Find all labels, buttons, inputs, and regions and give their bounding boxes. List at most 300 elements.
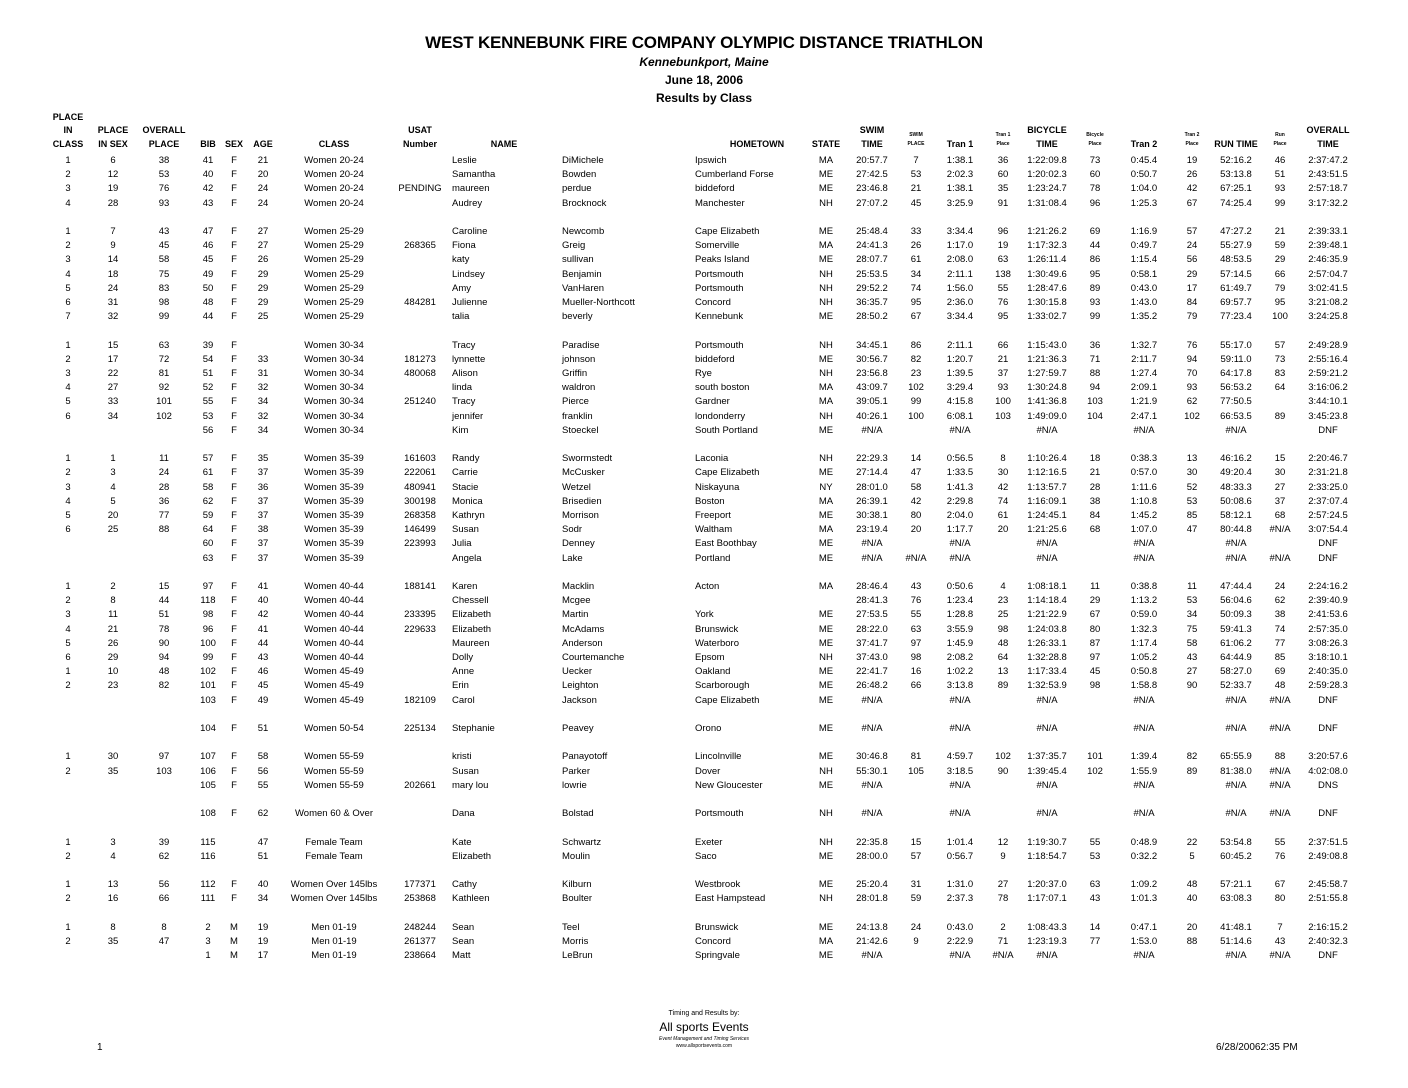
cell-overall-time: 2:46:35.9: [1308, 254, 1348, 266]
cell-tran2-place: 20: [1186, 921, 1198, 933]
cell-place-in-class: 6: [65, 297, 71, 308]
table-row: [0, 452, 1408, 465]
cell-overall-time: 2:37:07.4: [1308, 495, 1348, 507]
cell-class: Women 30-34: [304, 382, 364, 394]
cell-usat: 484281: [404, 297, 436, 308]
header-class: CLASS: [318, 139, 350, 149]
cell-tran2-place: 75: [1186, 623, 1198, 635]
cell-bicycle-time: 1:21:25.6: [1027, 524, 1067, 536]
cell-hometown: londonderry: [695, 410, 746, 422]
cell-bicycle-time: 1:32:53.9: [1027, 680, 1067, 692]
cell-overall-place: 39: [158, 836, 170, 848]
cell-tran2: 0:50.7: [1130, 169, 1158, 181]
cell-swim-time: 36:35.7: [856, 297, 888, 308]
cell-last-name: Macklin: [562, 581, 595, 592]
footer-brand-logo: All sports Events: [659, 1020, 749, 1034]
cell-tran1-place: 64: [997, 652, 1009, 663]
cell-bicycle-time: 1:39:45.4: [1027, 765, 1067, 777]
cell-age: 21: [257, 155, 269, 166]
cell-sex: F: [231, 779, 237, 791]
cell-bib: 49: [202, 268, 214, 280]
cell-usat: 223993: [404, 538, 436, 550]
header-bicycle-time-1: BICYCLE: [1027, 125, 1067, 135]
cell-tran2-place: 53: [1186, 595, 1198, 607]
cell-run-place: 77: [1274, 637, 1286, 649]
cell-hometown: Kennebunk: [695, 311, 744, 323]
cell-run-time: 50:09.3: [1220, 609, 1252, 621]
table-row: [0, 637, 1408, 650]
cell-swim-place: 66: [910, 680, 922, 692]
cell-bicycle-place: 71: [1089, 353, 1101, 365]
cell-tran2: 1:55.9: [1130, 765, 1158, 777]
cell-tran2: 1:16.9: [1130, 226, 1158, 237]
cell-tran2: 1:05.2: [1130, 652, 1158, 663]
cell-place-in-sex: 28: [107, 197, 119, 209]
cell-bicycle-time: 1:37:35.7: [1027, 751, 1067, 763]
cell-tran2-place: 85: [1186, 510, 1198, 521]
table-row: [0, 665, 1408, 678]
cell-age: 43: [257, 652, 269, 663]
cell-bib: 59: [202, 510, 214, 521]
cell-state: NH: [819, 410, 833, 422]
cell-age: 62: [257, 808, 269, 820]
cell-tran2-place: 24: [1186, 240, 1198, 252]
table-row: [0, 353, 1408, 366]
cell-tran1-place: #N/A: [992, 950, 1014, 962]
cell-run-place: 67: [1274, 879, 1286, 891]
cell-place-in-sex: 4: [110, 850, 116, 862]
cell-state: ME: [818, 311, 834, 323]
cell-sex: F: [231, 637, 237, 649]
cell-last-name: Anderson: [562, 637, 603, 649]
cell-tran2-place: 5: [1189, 850, 1195, 862]
cell-class: Women Over 145lbs: [290, 893, 378, 905]
cell-run-time: 66:53.5: [1220, 410, 1252, 422]
cell-run-place: #N/A: [1269, 723, 1291, 734]
cell-tran2: 0:32.2: [1130, 850, 1158, 862]
cell-state: ME: [818, 694, 834, 706]
cell-run-place: #N/A: [1269, 524, 1291, 536]
cell-bicycle-place: 99: [1089, 311, 1101, 323]
cell-last-name: Mueller-Northcott: [562, 297, 635, 308]
cell-swim-time: 23:56.8: [856, 368, 888, 379]
cell-last-name: Morris: [562, 936, 589, 947]
cell-run-place: 30: [1274, 467, 1286, 479]
cell-class: Women 30-34: [304, 396, 364, 408]
cell-last-name: Wetzel: [562, 481, 591, 493]
cell-usat: 268365: [404, 240, 436, 252]
cell-state: ME: [818, 879, 834, 891]
cell-overall-time: 3:17:32.2: [1308, 197, 1348, 209]
cell-place-in-sex: 15: [107, 339, 119, 351]
cell-bib: 61: [202, 467, 214, 479]
cell-first-name: katy: [452, 254, 470, 266]
cell-bib: 97: [202, 581, 214, 592]
cell-bib: 104: [200, 723, 216, 734]
cell-swim-time: 55:30.1: [856, 765, 888, 777]
cell-age: 37: [257, 467, 269, 479]
cell-place-in-sex: 34: [107, 410, 119, 422]
cell-bicycle-place: 68: [1089, 524, 1101, 536]
cell-overall-time: 3:21:08.2: [1308, 297, 1348, 308]
cell-class: Women 40-44: [304, 595, 364, 607]
cell-first-name: Susan: [452, 524, 479, 536]
cell-swim-time: 28:07.7: [856, 254, 888, 266]
cell-bicycle-place: 18: [1089, 453, 1101, 465]
cell-swim-time: #N/A: [861, 950, 883, 962]
cell-run-place: 83: [1274, 368, 1286, 379]
cell-bicycle-time: 1:26:33.1: [1027, 637, 1067, 649]
cell-bicycle-time: 1:20:37.0: [1027, 879, 1067, 891]
cell-last-name: Swormstedt: [562, 453, 613, 465]
cell-sex: F: [231, 694, 237, 706]
cell-swim-time: 34:45.1: [856, 339, 888, 351]
cell-class: Women 60 & Over: [295, 808, 373, 820]
cell-run-place: 85: [1274, 652, 1286, 663]
cell-hometown: Somerville: [695, 240, 740, 252]
cell-swim-place: 57: [910, 850, 922, 862]
cell-age: 17: [257, 950, 269, 962]
cell-hometown: Freeport: [695, 510, 731, 521]
cell-first-name: Tracy: [452, 339, 476, 351]
cell-run-time: #N/A: [1225, 694, 1247, 706]
cell-tran2: 1:53.0: [1130, 936, 1158, 947]
cell-tran2: 1:01.3: [1130, 893, 1158, 905]
cell-sex: F: [231, 510, 237, 521]
cell-tran1-place: 89: [997, 680, 1009, 692]
cell-first-name: Audrey: [452, 197, 483, 209]
cell-age: 27: [257, 240, 269, 252]
cell-swim-place: 34: [910, 268, 922, 280]
cell-tran2-place: 102: [1184, 410, 1200, 422]
event-date: June 18, 2006: [664, 73, 744, 87]
cell-bib: 64: [202, 524, 214, 536]
table-row: [0, 921, 1408, 934]
cell-bib: 47: [202, 226, 214, 237]
cell-place-in-class: 3: [65, 254, 71, 266]
cell-last-name: Jackson: [562, 694, 597, 706]
cell-usat: 225134: [404, 723, 436, 734]
cell-swim-time: 22:35.8: [856, 836, 888, 848]
cell-bicycle-time: 1:19:30.7: [1027, 836, 1067, 848]
cell-overall-place: 24: [158, 467, 170, 479]
event-location: Kennebunkport, Maine: [639, 55, 769, 69]
cell-state: NY: [819, 481, 833, 493]
cell-last-name: Griffin: [562, 368, 588, 379]
cell-tran2-place: 62: [1186, 396, 1198, 408]
cell-age: 51: [257, 850, 269, 862]
cell-last-name: Peavey: [562, 723, 594, 734]
cell-place-in-class: 2: [65, 680, 71, 692]
header-run-time: RUN TIME: [1214, 139, 1258, 149]
cell-tran2-place: 67: [1186, 197, 1198, 209]
cell-class: Women 55-59: [304, 751, 364, 763]
cell-overall-place: 82: [158, 680, 170, 692]
cell-bicycle-place: 95: [1089, 268, 1101, 280]
cell-state: ME: [818, 751, 834, 763]
cell-state: NH: [819, 339, 833, 351]
cell-place-in-class: 2: [65, 893, 71, 905]
cell-sex: M: [230, 921, 238, 933]
page-number: 1: [97, 1042, 103, 1053]
cell-last-name: Lake: [562, 552, 583, 564]
cell-run-time: #N/A: [1225, 538, 1247, 550]
cell-tran1: 1:17.7: [946, 524, 974, 536]
cell-hometown: Brunswick: [695, 623, 739, 635]
cell-run-time: #N/A: [1225, 808, 1247, 820]
cell-overall-place: 93: [158, 197, 170, 209]
cell-swim-place: 45: [910, 197, 922, 209]
cell-age: 37: [257, 538, 269, 550]
cell-swim-place: 100: [908, 410, 924, 422]
cell-tran1: #N/A: [949, 950, 971, 962]
cell-state: ME: [818, 637, 834, 649]
cell-overall-time: 4:02:08.0: [1308, 765, 1348, 777]
cell-tran1: 3:13.8: [946, 680, 974, 692]
cell-run-time: 41:48.1: [1220, 921, 1252, 933]
cell-place-in-sex: 13: [107, 879, 119, 891]
cell-overall-time: 2:37:51.5: [1308, 836, 1348, 848]
cell-swim-time: #N/A: [861, 808, 883, 820]
cell-place-in-class: 1: [65, 666, 71, 678]
cell-swim-place: 23: [910, 368, 922, 379]
table-row: [0, 410, 1408, 423]
cell-bicycle-time: 1:28:47.6: [1027, 282, 1067, 294]
cell-run-time: 48:53.5: [1220, 254, 1252, 266]
cell-place-in-class: 5: [65, 637, 71, 649]
cell-run-place: 64: [1274, 382, 1286, 394]
cell-usat: 251240: [404, 396, 436, 408]
cell-swim-time: 24:13.8: [856, 921, 888, 933]
cell-tran1: 1:17.0: [946, 240, 974, 252]
cell-last-name: Parker: [562, 765, 590, 777]
cell-overall-time: 2:20:46.7: [1308, 453, 1348, 465]
cell-hometown: Ipswich: [695, 155, 727, 166]
cell-run-time: 56:53.2: [1220, 382, 1252, 394]
cell-bicycle-time: 1:49:09.0: [1027, 410, 1067, 422]
cell-last-name: johnson: [562, 353, 596, 365]
cell-state: ME: [818, 666, 834, 678]
cell-age: 34: [257, 424, 269, 436]
table-row: [0, 949, 1408, 962]
cell-state: NH: [819, 368, 833, 379]
cell-bicycle-time: 1:22:09.8: [1027, 155, 1067, 166]
cell-bicycle-place: 69: [1089, 226, 1101, 237]
cell-sex: F: [231, 311, 237, 323]
cell-tran1: 2:22.9: [946, 936, 974, 947]
cell-last-name: Panayotoff: [562, 751, 608, 763]
cell-bib: 46: [202, 240, 214, 252]
cell-age: 32: [257, 382, 269, 394]
cell-age: 19: [257, 936, 269, 947]
cell-age: 29: [257, 297, 269, 308]
cell-class: Women 25-29: [304, 311, 364, 323]
cell-first-name: Stephanie: [452, 723, 495, 734]
cell-tran1: 2:08.0: [946, 254, 974, 266]
cell-tran1: 1:39.5: [946, 368, 974, 379]
cell-first-name: Chessell: [452, 595, 489, 607]
cell-overall-time: 2:45:58.7: [1308, 879, 1348, 891]
cell-tran2: 1:07.0: [1130, 524, 1158, 536]
table-row: [0, 537, 1408, 550]
cell-bib: 52: [202, 382, 214, 394]
cell-run-time: 56:04.6: [1220, 595, 1252, 607]
cell-bicycle-time: 1:18:54.7: [1027, 850, 1067, 862]
cell-run-place: 99: [1274, 197, 1286, 209]
cell-overall-place: 76: [158, 183, 170, 195]
cell-run-place: 24: [1274, 581, 1286, 592]
cell-bicycle-time: 1:20:02.3: [1027, 169, 1067, 181]
cell-class: Women 35-39: [304, 481, 364, 493]
cell-class: Women 20-24: [304, 197, 364, 209]
cell-tran2-place: 34: [1186, 609, 1198, 621]
table-row: [0, 310, 1408, 323]
cell-run-place: 59: [1274, 240, 1286, 252]
cell-tran2: #N/A: [1133, 424, 1155, 436]
cell-last-name: LeBrun: [562, 950, 593, 962]
cell-class: Women 45-49: [304, 666, 364, 678]
cell-tran1: 2:08.2: [946, 652, 974, 663]
cell-usat: 480068: [404, 368, 436, 379]
cell-sex: F: [231, 197, 237, 209]
cell-bib: 99: [202, 652, 214, 663]
cell-usat: 233395: [404, 609, 436, 621]
cell-run-time: 64:17.8: [1220, 368, 1252, 379]
cell-state: ME: [818, 850, 834, 862]
cell-overall-place: 43: [158, 226, 170, 237]
cell-bicycle-time: 1:24:03.8: [1027, 623, 1067, 635]
cell-sex: F: [231, 410, 237, 422]
cell-place-in-sex: 35: [107, 936, 119, 947]
cell-swim-time: 28:46.4: [856, 581, 888, 592]
cell-tran2: #N/A: [1133, 723, 1155, 734]
cell-tran1: 1:38.1: [946, 183, 974, 195]
cell-place-in-class: 4: [65, 197, 71, 209]
cell-bicycle-place: 43: [1089, 893, 1101, 905]
cell-tran2: 0:57.0: [1130, 467, 1158, 479]
cell-class: Women 25-29: [304, 297, 364, 308]
cell-overall-place: 36: [158, 495, 170, 507]
cell-bicycle-time: 1:12:16.5: [1027, 467, 1067, 479]
cell-usat: 229633: [404, 623, 436, 635]
cell-last-name: Paradise: [562, 339, 600, 351]
cell-place-in-class: 1: [65, 921, 71, 933]
cell-class: Women 25-29: [304, 254, 364, 266]
cell-run-place: #N/A: [1269, 950, 1291, 962]
cell-place-in-class: 4: [65, 623, 71, 635]
cell-place-in-sex: 18: [107, 268, 119, 280]
cell-bib: 50: [202, 282, 214, 294]
cell-run-place: 21: [1274, 226, 1286, 237]
cell-overall-time: 2:39:48.1: [1308, 240, 1348, 252]
cell-bicycle-time: 1:23:19.3: [1027, 936, 1067, 947]
cell-swim-place: 16: [910, 666, 922, 678]
cell-first-name: Kathryn: [452, 510, 485, 521]
cell-place-in-class: 1: [65, 155, 71, 166]
cell-usat: 188141: [404, 581, 436, 592]
cell-tran1: 4:59.7: [946, 751, 974, 763]
cell-bicycle-time: #N/A: [1036, 808, 1058, 820]
cell-run-place: 74: [1274, 623, 1286, 635]
cell-place-in-class: 1: [65, 751, 71, 763]
cell-bicycle-place: 73: [1089, 155, 1101, 166]
cell-class: Men 01-19: [311, 936, 357, 947]
header-run-place-1: Run: [1275, 132, 1285, 138]
cell-bib: 40: [202, 169, 214, 181]
cell-place-in-sex: 29: [107, 652, 119, 663]
cell-run-place: 95: [1274, 297, 1286, 308]
cell-place-in-sex: 25: [107, 524, 119, 536]
table-row: [0, 367, 1408, 380]
cell-run-time: #N/A: [1225, 779, 1247, 791]
cell-tran2: 1:17.4: [1130, 637, 1158, 649]
cell-swim-time: 40:26.1: [856, 410, 888, 422]
cell-tran1: 3:55.9: [946, 623, 974, 635]
cell-overall-place: 15: [158, 581, 170, 592]
header-place-in-class-1: PLACE: [52, 112, 84, 122]
cell-swim-place: 7: [913, 155, 919, 166]
cell-tran2-place: 89: [1186, 765, 1198, 777]
cell-tran1-place: 20: [997, 524, 1009, 536]
cell-swim-place: 31: [910, 879, 922, 891]
cell-tran1-place: 21: [997, 353, 1009, 365]
cell-place-in-class: 2: [65, 353, 71, 365]
cell-bicycle-time: 1:21:22.9: [1027, 609, 1067, 621]
cell-tran2: #N/A: [1133, 538, 1155, 550]
cell-overall-place: 63: [158, 339, 170, 351]
cell-class: Women 55-59: [304, 779, 364, 791]
cell-swim-time: 25:20.4: [856, 879, 888, 891]
cell-place-in-sex: 11: [108, 609, 118, 621]
cell-overall-time: 3:08:26.3: [1308, 637, 1348, 649]
cell-place-in-class: 5: [65, 282, 71, 294]
cell-hometown: Westbrook: [695, 879, 741, 891]
cell-tran2: #N/A: [1133, 694, 1155, 706]
cell-bicycle-place: 94: [1089, 382, 1101, 394]
cell-age: 34: [257, 396, 269, 408]
cell-tran1-place: 35: [997, 183, 1009, 195]
cell-place-in-sex: 9: [110, 240, 116, 252]
cell-place-in-class: 6: [65, 410, 71, 422]
cell-tran2: 1:27.4: [1130, 368, 1158, 379]
cell-usat: 182109: [404, 694, 436, 706]
cell-age: 46: [257, 666, 269, 678]
cell-swim-place: 14: [910, 453, 922, 465]
cell-first-name: lynnette: [452, 353, 486, 365]
cell-tran1-place: 13: [997, 666, 1009, 678]
cell-class: Female Team: [305, 850, 363, 862]
cell-bicycle-place: 96: [1089, 197, 1101, 209]
cell-state: ME: [818, 424, 834, 436]
cell-place-in-class: 1: [65, 581, 71, 592]
cell-tran2: 0:58.1: [1130, 268, 1158, 280]
cell-overall-time: DNF: [1318, 808, 1338, 820]
header-swim-place-1: SWIM: [909, 132, 923, 138]
cell-overall-time: 2:37:47.2: [1308, 155, 1348, 166]
cell-tran2-place: 30: [1186, 467, 1198, 479]
cell-hometown: biddeford: [695, 183, 735, 195]
cell-hometown: Cumberland Forse: [695, 169, 774, 181]
cell-tran1: 1:41.3: [946, 481, 974, 493]
document-title: WEST KENNEBUNK FIRE COMPANY OLYMPIC DISTANCE TRIATHLON: [425, 33, 983, 52]
cell-bicycle-time: 1:32:28.8: [1027, 652, 1067, 663]
cell-overall-place: 56: [158, 879, 170, 891]
cell-tran2: 2:09.1: [1130, 382, 1158, 394]
cell-tran2: 1:32.3: [1130, 623, 1158, 635]
cell-hometown: Portsmouth: [695, 282, 744, 294]
cell-last-name: McAdams: [562, 623, 605, 635]
cell-sex: F: [231, 765, 237, 777]
